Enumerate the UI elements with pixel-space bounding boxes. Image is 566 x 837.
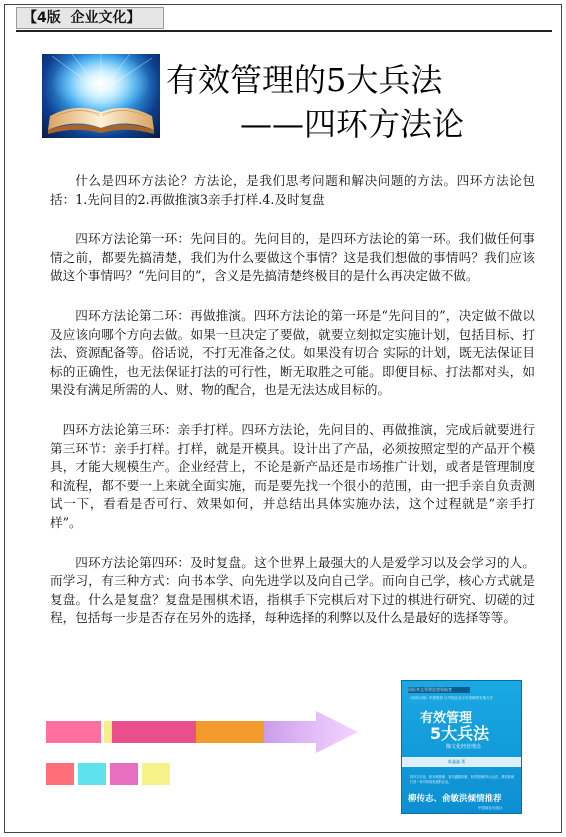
arrow-block-8 xyxy=(142,763,170,785)
open-book-image xyxy=(42,54,160,138)
colorful-arrow-graphic xyxy=(46,707,360,793)
article-body xyxy=(50,172,535,649)
headline-line-2: ——四环方法论 xyxy=(240,105,465,143)
paragraph-ring-2: 四环方法论第二环：再做推演。四环方法论的第一环是“先问目的”，决定做不做以及应该向哪个方向去做。如果一旦决定了要做，就要立刻拟定实施计划，包括目标、打法、资源配备等。俗话说，不打无准备之仗。如果没有切合 实际的计划，既无法保证目标的正确性，也无法保证打法的可行性，断无取胜之可能。即便目标、打法都对头，如果没有满足所需的人、财、物的配合，也是无法达成目标的。 xyxy=(50,307,535,398)
header-rule xyxy=(16,30,552,32)
section-tag: 【4版 企业文化】 xyxy=(16,7,164,29)
arrow-block-1 xyxy=(46,721,101,743)
book-cover-image xyxy=(401,680,522,814)
arrow-head xyxy=(264,711,358,753)
headline-line-1: 有效管理的5大兵法 xyxy=(166,61,443,99)
arrow-block-5 xyxy=(46,763,74,785)
arrow-block-7 xyxy=(110,763,138,785)
paragraph-ring-3 xyxy=(50,421,535,533)
arrow-block-6 xyxy=(78,763,106,785)
book-cover-banner: 国际华文管理思想领航者 xyxy=(408,687,470,693)
book-cover-series: 陶文化经营理念 xyxy=(446,744,482,750)
book-cover-endorsement: 柳传志、俞敏洪倾情推荐 xyxy=(408,794,502,804)
book-cover-title-2: 5大兵法 xyxy=(430,724,490,743)
paragraph-ring-4 xyxy=(50,554,535,628)
open-book-illustration xyxy=(42,54,160,138)
paragraph-ring-4-text: 四环方法论第四环：及时复盘。这个世界上最强大的人是爱学习以及会学习的人。而学习，有三种方式：向书本学、向先进学以及向自己学。而向自己学，核心方式就是复盘。什么是复盘？复盘是围棋术语，指棋手下完棋后对下过的棋进行研究、切磋的过程，包括每一步是否存在另外的选择，每种选择的利弊以及什么是最好的选择等等。 xyxy=(50,554,535,626)
arrow-block-3 xyxy=(112,721,196,743)
paragraph-intro: 什么是四环方法论？方法论，是我们思考问题和解决问题的方法。四环方法论包括：1.先问目的2.再做推演3亲手打样.4.及时复盘 xyxy=(50,173,535,207)
book-cover-publisher: 中国商业出版社 xyxy=(478,806,503,810)
book-cover-blurb: 四环方法论、积分制管理、赛马激励机制、有效管理的5大兵法，教你如何打造一家可持续发展的企业。 xyxy=(410,775,515,784)
paragraph-ring-3-text: 四环方法论第三环：亲手打样。四环方法论，先问目的、再做推演，完成后就要进行第三环节：亲手打样。打样，就是开模具。设计出了产品，必须按照定型的产品开个模具，才能大规模生产。企业经营上，不论是新产品还是市场推广计划，或者是管理制度和流程，都不要一上来就全面实施，而是要先找一个很小的范围，由一把手亲自负责测试一下，看看是否可行、效果如何，并总结出具体实施办法，这个过程就是“亲手打样”。 xyxy=(50,421,535,530)
book-cover-author: 陈鑫鑫 著 xyxy=(448,759,466,764)
book-cover-title-1: 有效管理 xyxy=(420,711,473,726)
book-cover-subline: 《培训大师》年度推荐 让中国企业少走弯路的实战方法 xyxy=(408,696,494,700)
paragraph-ring-1: 四环方法论第一环：先问目的。先问目的，是四环方法论的第一环。我们做任何事情之前，都要先搞清楚，我们为什么要做这个事情？这是我们想做的事情吗？我们应该做这个事情吗？“先问目的”，含义是先搞清楚终极目的是什么再决定做不做。 xyxy=(50,231,535,284)
arrow-block-4 xyxy=(196,721,264,743)
